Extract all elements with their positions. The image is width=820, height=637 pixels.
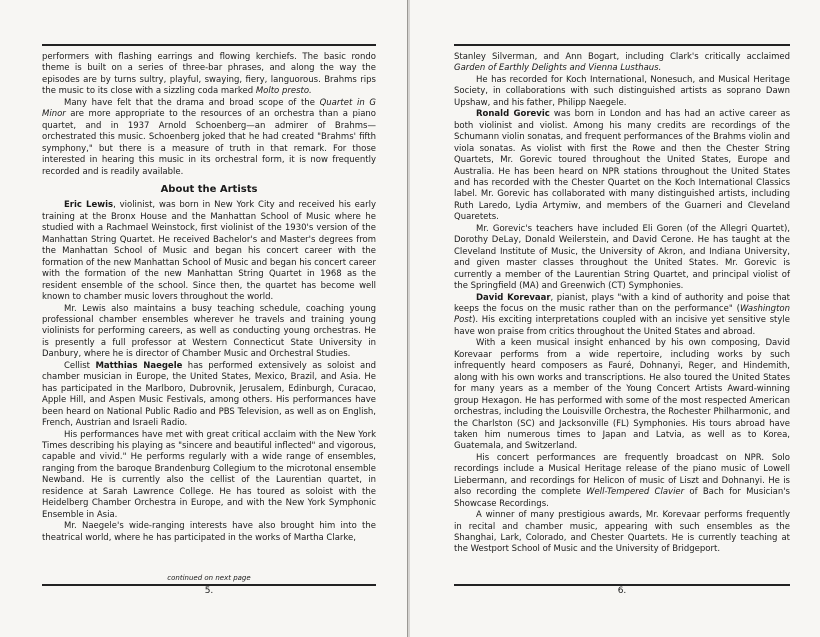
paragraph: His performances have met with great critical acclaim with the New York Times describing his playing as "sincere and beautiful inflected" and vigorous, capable and vivid." He performs regularly with a wide range of ensembles, ranging from the baroque Brandenburg Collegium to the microtonal ensemble Newband. He is currently also the cellist of the Laurentian quartet, in residence at Sarah Lawrence College. He has toured as soloist with the Heidelberg Chamber Orchestra in Europe, and with the New York Symphonic Ensemble in Asia. bbox=[42, 429, 376, 520]
artist-name: Eric Lewis bbox=[64, 200, 114, 211]
italic-title: Washington Post bbox=[454, 303, 790, 326]
paragraph: Ronald Gorevic was born in London and has had an active career as both violinist and violist. Among his many credits are recordings of the Schumann violin sonatas, and frequent performances of the Brahms violin and viola sonatas. As violist with first the Rowe and then the Chester String Quartets, Mr. Gorevic toured throughout the United States, Europe and Australia. He has been heard on NPR stations throughout the United States and has recorded with the Chester Quartet on the Koch International Classics label. Mr. Gorevic has collaborated with many distinguished artists, including Ruth Laredo, Lydia Artymiw, and members of the Guarneri and Cleveland Quaretets. bbox=[454, 109, 791, 223]
artist-name: Matthias Naegele bbox=[95, 360, 183, 371]
paragraph: David Korevaar, pianist, plays "with a kind of authority and poise that keeps the focus on the music rather than on the performance" (Washington Post). His exciting interpretations coupled with an incisive yet sensitive style have won praise from critics throughout the United States and abroad. bbox=[454, 292, 790, 337]
paragraph: Eric Lewis, violinist, was born in New York City and received his early training at the Bronx House and the Manhattan School of Music where he studied with a Rachmael Weinstock, first violinist of the 1930's version of the Manhattan String Quartet. He received Bachelor's and Master's degrees from the Manhattan School of Music and began his concert career with the formation of the new Manhattan School of Music and began his concert career with the formation of the new Manhattan String Quartet in 1968 as the resident ensemble of the school. Since then, the quartet has become well known to chamber music lovers throughout the world. bbox=[42, 200, 376, 303]
paragraph: His concert performances are frequently broadcast on NPR. Solo recordings include a Musical Heritage release of the piano music of Lowell Liebermann, and recordings for Helicon of music of Liszt and Dohnanyi. He is also recording the complete Well-Tempered Clavier of Bach for Musician's Showcase Recordings. bbox=[454, 452, 790, 509]
paragraph: He has recorded for Koch International, Nonesuch, and Musical Heritage Society, in collaborations with such distinguished artists as soprano Dawn Upshaw, and his father, Philipp Naegele. bbox=[454, 74, 790, 108]
section-heading: About the Artists bbox=[160, 183, 258, 195]
paragraph: A winner of many prestigious awards, Mr. Korevaar performs frequently in recital and chamber music, appearing with such ensembles as the Shanghai, Lark, Colorado, and Chester Quartets. He is currently teaching at the Westport School of Music and the University of Bridgeport. bbox=[454, 510, 790, 555]
top-rule bbox=[454, 44, 790, 46]
paragraph: Mr. Lewis also maintains a busy teaching schedule, coaching young professional chamber ensembles wherever he travels and training young violinists for performing careers, as well as conducting young orchestras. He is presently a full professor at Western Connecticut State University in Danbury, where he is director of Chamber Music and Orchestral Studies. bbox=[42, 303, 376, 360]
paragraph: With a keen musical insight enhanced by his own composing, David Korevaar performs from a wide repertoire, including works by such infrequently heard composers as Fauré, Dohnanyi, Reger, and Hindemith, along with his own works and transcriptions. He also toured the United States for many years as a member of the Young Concert Artists Award-winning group Hexagon. He has performed with some of the most respected American orchestras, including the Louisville Orchestra, the Rochester Philharmonic, and the Charlston (SC) and Jacksonville (FL) Symphonies. His tours abroad have taken him numerous times to Japan and Latvia, as well as to Korea, Guatemala, and Switzerland. bbox=[454, 338, 790, 452]
paragraph: performers with flashing earrings and flowing kerchiefs. The basic rondo theme is built on a series of three-bar phrases, and along the way the episodes are by turns sultry, playful, swaying, fiery, languorous. Brahms rips the music to its close with a sizzling coda marked Molto presto. bbox=[42, 52, 376, 97]
right-page-text bbox=[454, 52, 790, 556]
continued-note: continued on next page bbox=[167, 574, 251, 582]
right-page bbox=[410, 0, 820, 637]
italic-title: Garden of Earthly Delights and Vienna Lusthaus. bbox=[454, 63, 662, 74]
italic-title: Quartet in G Minor bbox=[42, 97, 376, 120]
page-number: 6. bbox=[617, 586, 627, 596]
top-rule bbox=[42, 44, 376, 46]
paragraph: Mr. Gorevic's teachers have included Eli Goren (of the Allegri Quartet), Dorothy DeLay, Donald Weilerstein, and David Cerone. He has taught at the Cleveland Institute of Music, the University of Akron, and Indiana University, and given master classes throughout the United States. Mr. Gorevic is currently a member of the Laurentian String Quartet, and principal violist of the Springfield (MA) and Greenwich (CT) Symphonies. bbox=[454, 223, 790, 292]
paragraph: Many have felt that the drama and broad scope of the Quartet in G Minor are more appropriate to the resources of an orchestra than a piano quartet, and in 1937 Arnold Schoenberg—an admirer of Brahms—orchestrated this music. Schoenberg joked that he had created "Brahms' fifth symphony," but there is a measure of truth in that remark. For those interested in hearing this music in its orchestral form, it is now frequently recorded and is readily available. bbox=[42, 97, 376, 177]
paragraph: Cellist Matthias Naegele has performed extensively as soloist and chamber musician in Europe, the United States, Mexico, Brazil, and Asia. He has participated in the Marlboro, Dubrovnik, Jerusalem, Edinburgh, Curacao, Apple Hill, and Aspen Music Festivals, among others. His performances have been heard on National Public Radio and PBS Television, as well as on English, French, Austrian and Israeli Radio. bbox=[42, 360, 377, 429]
page-number: 5. bbox=[204, 586, 214, 596]
italic-term: Molto presto. bbox=[255, 86, 312, 97]
left-page-text bbox=[42, 52, 376, 544]
artist-name: Ronald Gorevic bbox=[476, 109, 550, 120]
left-page bbox=[0, 0, 408, 637]
italic-title: Well-Tempered Clavier bbox=[586, 487, 685, 498]
paragraph: Mr. Naegele's wide-ranging interests have also brought him into the theatrical world, where he has participated in the works of Martha Clarke, bbox=[42, 521, 376, 543]
artist-name: David Korevaar bbox=[476, 292, 551, 303]
paragraph: Stanley Silverman, and Ann Bogart, including Clark's critically acclaimed Garden of Earthly Delights and Vienna Lusthaus. bbox=[454, 52, 790, 74]
